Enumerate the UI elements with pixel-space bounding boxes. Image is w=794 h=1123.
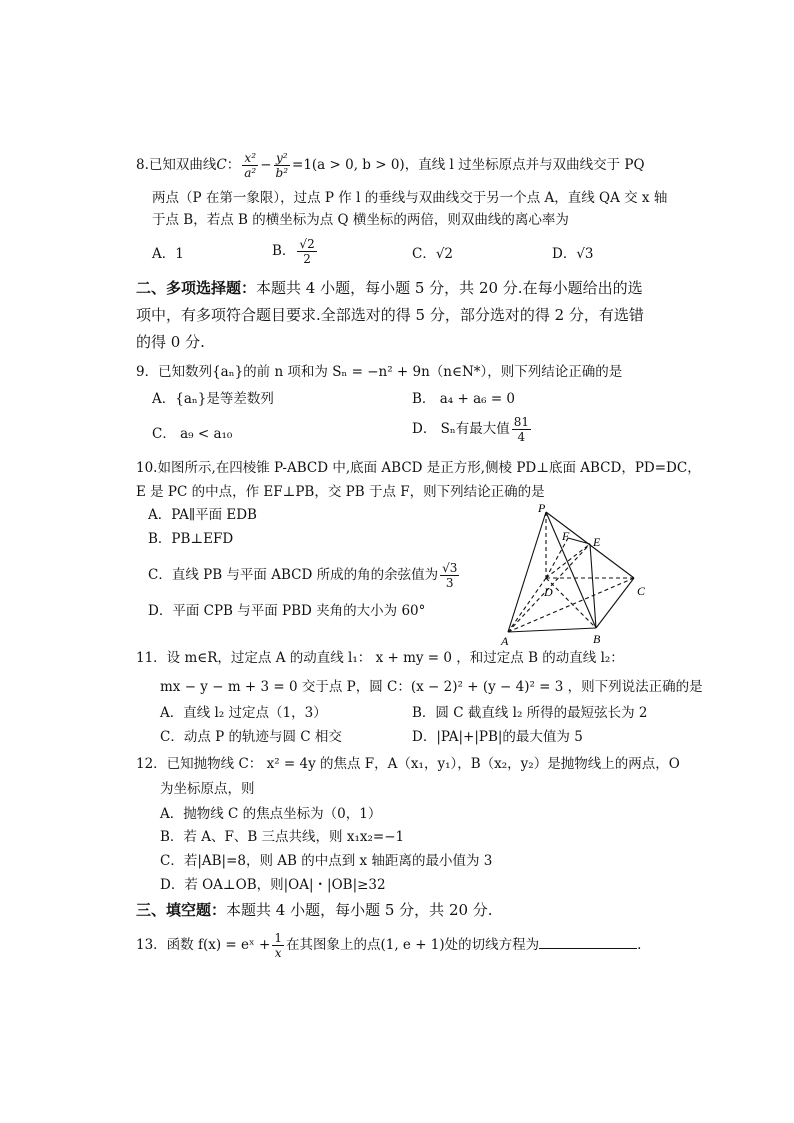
q9-option-c: C． a₉ < a₁₀ xyxy=(152,426,233,442)
q9-option-a: A．{aₙ}是等差数列 xyxy=(152,391,274,407)
label-C: C xyxy=(637,584,646,598)
q8-y-frac: $\frac{\text{y²}}{\text{b²}}$ xyxy=(275,151,289,180)
q9-option-d: D． Sₙ有最大值 $\frac{81}{4}$ xyxy=(412,415,529,444)
q10-line2: E 是 PC 的中点，作 EF⊥PB，交 PB 于点 F，则下列结论正确的是 xyxy=(136,484,545,500)
q8-line2: 两点（P 在第一象限），过点 P 作 l 的垂线与双曲线交于另一个点 A，直线 QA 交 x 轴 xyxy=(152,190,668,206)
q8-option-c: C．√2 xyxy=(412,246,454,262)
q10-option-b: B．PB⊥EFD xyxy=(148,531,234,547)
section2-line2: 项中，有多项符合题目要求.全部选对的得 5 分，部分选对的得 2 分，有选错 xyxy=(136,306,644,324)
section3-line: 三、填空题：本题共 4 小题，每小题 5 分，共 20 分. xyxy=(136,901,493,919)
q11-option-d: D．|PA|+|PB|的最大值为 5 xyxy=(412,729,583,745)
label-P: P xyxy=(538,501,546,515)
q8-option-a: A．1 xyxy=(152,246,184,262)
q12-line2: 为坐标原点，则 xyxy=(160,781,255,797)
q11-option-b: B．圆 C 截直线 l₂ 所得的最短弦长为 2 xyxy=(412,705,648,721)
q8-line1: 8.已知双曲线C： $\frac{\text{x²}}{\text{a²}}$ − $\frac{\text{y²}}{\text{b²}}$ =1(a > 0, b > 0)，直线 l 过坐标原点并与双曲线交于 PQ xyxy=(136,151,645,180)
q8-line3: 于点 B，若点 B 的横坐标为点 Q 横坐标的两倍，则双曲线的离心率为 xyxy=(152,212,569,228)
q9-stem: 9．已知数列{aₙ}的前 n 项和为 Sₙ = −n² + 9n（n∈N*），则下列结论正确的是 xyxy=(136,364,623,380)
q11-option-a: A．直线 l₂ 过定点（1，3） xyxy=(160,705,327,721)
q8-line1-end: ，直线 l 过坐标原点并与双曲线交于 PQ xyxy=(404,157,645,173)
q13-answer-blank[interactable] xyxy=(539,936,637,949)
section3-heading: 三、填空题： xyxy=(136,901,227,919)
label-F: F xyxy=(562,529,570,543)
q10-option-a: A．PA∥平面 EDB xyxy=(148,507,257,523)
q12-option-c: C．若|AB|=8，则 AB 的中点到 x 轴距离的最小值为 3 xyxy=(160,853,493,869)
q11-line1: 11．设 m∈R，过定点 A 的动直线 l₁： x + my = 0 ，和过定点 B 的动直线 l₂： xyxy=(136,650,624,666)
q10-option-d: D．平面 CPB 与平面 PBD 夹角的大小为 60° xyxy=(148,603,426,619)
section2-line1: 二、多项选择题：本题共 4 小题，每小题 5 分，共 20 分.在每小题给出的选 xyxy=(136,279,643,297)
label-E: E xyxy=(593,535,601,549)
q13-line: 13．函数 f(x) = eˣ + $\frac{1}{x}$ 在其图象上的点(1, e + 1)处的切线方程为 . xyxy=(136,931,642,960)
label-A: A xyxy=(501,634,509,648)
q8-curve: C xyxy=(216,157,227,173)
q8-option-d: D．√3 xyxy=(552,246,594,262)
q12-option-b: B．若 A、F、B 三点共线，则 x₁x₂=−1 xyxy=(160,829,405,845)
q12-option-a: A．抛物线 C 的焦点坐标为（0，1） xyxy=(160,806,382,822)
q11-option-c: C．动点 P 的轨迹与圆 C 相交 xyxy=(160,729,342,745)
q8-x-frac: $\frac{\text{x²}}{\text{a²}}$ xyxy=(244,151,257,180)
q8-prefix: 8.已知双曲线 xyxy=(136,157,217,173)
label-D: D xyxy=(544,585,553,599)
q8-rhs: =1(a > 0, b > 0) xyxy=(292,157,405,173)
q10-option-c: C．直线 PB 与平面 ABCD 所成的角的余弦值为 $\frac{√3}{3}$ xyxy=(148,561,458,590)
q8-option-b: B． $\frac{√2}{2}$ xyxy=(272,237,315,266)
pyramid-figure xyxy=(496,500,656,648)
section2-heading: 二、多项选择题： xyxy=(136,279,257,297)
q12-line1: 12．已知抛物线 C： x² = 4y 的焦点 F，A（x₁，y₁），B（x₂，y₂）是抛物线上的两点，O xyxy=(136,756,680,772)
section2-line3: 的得 0 分. xyxy=(136,333,205,351)
q10-line1: 10.如图所示,在四棱锥 P-ABCD 中,底面 ABCD 是正方形,侧棱 PD⊥底面 ABCD，PD=DC， xyxy=(136,460,701,476)
label-B: B xyxy=(593,632,601,646)
q9-option-b: B． a₄ + a₆ = 0 xyxy=(412,391,516,407)
q11-line2: mx − y − m + 3 = 0 交于点 P，圆 C：(x − 2)² + (y − 4)² = 3 ，则下列说法正确的是 xyxy=(160,679,703,695)
q12-option-d: D．若 OA⊥OB，则|OA|・|OB|≥32 xyxy=(160,877,386,893)
